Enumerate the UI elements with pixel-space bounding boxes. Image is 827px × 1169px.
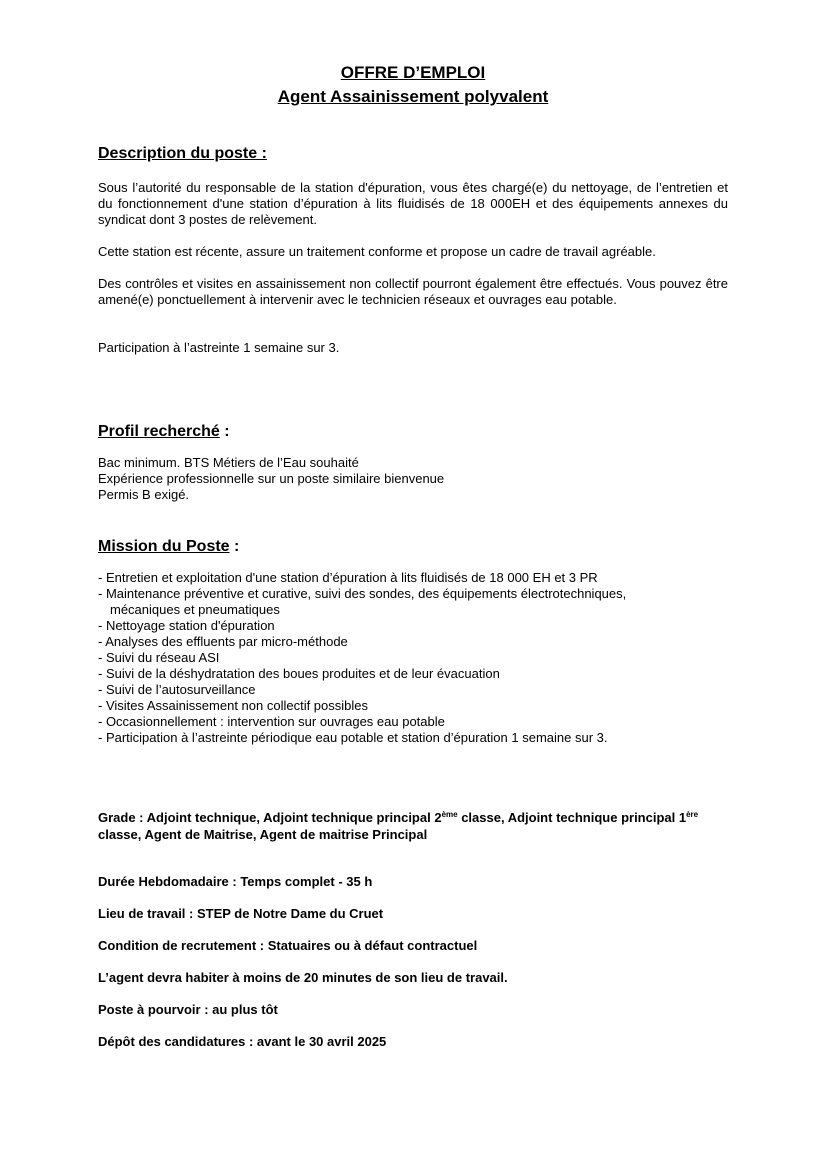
document-title: OFFRE D’EMPLOI — [340, 63, 486, 82]
mission-heading-text: Mission du Poste — [98, 538, 230, 555]
detail-residence: L’agent devra habiter à moins de 20 minutes de son lieu de travail. — [98, 970, 508, 985]
mission-item: - Occasionnellement : intervention sur ouvrages eau potable — [98, 714, 445, 729]
grade-sup-1: ème — [441, 810, 458, 819]
profil-line: Bac minimum. BTS Métiers de l’Eau souhaité — [98, 455, 359, 470]
description-paragraph-4: Participation à l’astreinte 1 semaine sur 3. — [98, 340, 340, 355]
detail-poste: Poste à pourvoir : au plus tôt — [98, 1002, 278, 1017]
profil-line: Expérience professionnelle sur un poste similaire bienvenue — [98, 471, 445, 486]
mission-item: - Maintenance préventive et curative, suivi des sondes, des équipements électrotechniques, — [98, 586, 627, 601]
mission-heading-suffix: : — [229, 538, 240, 555]
profil-line: Permis B exigé. — [98, 487, 190, 502]
grade-part-1: Grade : Adjoint technique, Adjoint technique principal 2 — [98, 810, 442, 825]
mission-item: - Suivi du réseau ASI — [98, 650, 220, 665]
profil-heading-suffix: : — [219, 423, 230, 440]
grade-part-3: classe, Agent de Maitrise, Agent de maitrise Principal — [98, 827, 428, 842]
detail-duree: Durée Hebdomadaire : Temps complet - 35 h — [98, 874, 373, 889]
document-subtitle: Agent Assainissement polyvalent — [277, 87, 549, 106]
detail-condition: Condition de recrutement : Statuaires ou à défaut contractuel — [98, 938, 478, 953]
description-paragraph-2: Cette station est récente, assure un traitement conforme et propose un cadre de travail agréable. — [98, 244, 656, 259]
mission-item: - Visites Assainissement non collectif possibles — [98, 698, 368, 713]
mission-heading — [98, 537, 239, 557]
mission-item: - Suivi de la déshydratation des boues produites et de leur évacuation — [98, 666, 500, 681]
mission-item: mécaniques et pneumatiques — [110, 602, 280, 617]
profil-list — [98, 455, 738, 503]
description-heading — [98, 144, 267, 164]
profil-heading — [98, 422, 230, 442]
detail-lieu: Lieu de travail : STEP de Notre Dame du Cruet — [98, 906, 384, 921]
mission-item: - Suivi de l’autosurveillance — [98, 682, 256, 697]
mission-item: - Analyses des effluents par micro-méthode — [98, 634, 348, 649]
grade-line — [98, 809, 738, 843]
description-heading-text: Description du poste : — [98, 145, 267, 162]
grade-sup-2: ère — [686, 810, 699, 819]
mission-item: - Entretien et exploitation d'une station d’épuration à lits fluidisés de 18 000 EH et 3 PR — [98, 570, 598, 585]
mission-item: - Nettoyage station d'épuration — [98, 618, 275, 633]
description-paragraph-3: Des contrôles et visites en assainissement non collectif pourront également être effectués. Vous pouvez être amené(e) ponctuellement à intervenir avec le technicien réseaux et ouvrages eau potable. — [98, 276, 728, 307]
grade-part-2: classe, Adjoint technique principal 1 — [457, 810, 687, 825]
detail-depot: Dépôt des candidatures : avant le 30 avril 2025 — [98, 1034, 387, 1049]
mission-list — [98, 570, 738, 746]
description-paragraph-1: Sous l’autorité du responsable de la station d'épuration, vous êtes chargé(e) du nettoyage, de l’entretien et du fonctionnement d'une station d’épuration à lits fluidisés de 18 000EH et des équipements annexes du syndicat dont 3 postes de relèvement. — [98, 180, 728, 227]
profil-heading-text: Profil recherché — [98, 423, 220, 440]
mission-item: - Participation à l’astreinte périodique eau potable et station d’épuration 1 semaine sur 3. — [98, 730, 608, 745]
